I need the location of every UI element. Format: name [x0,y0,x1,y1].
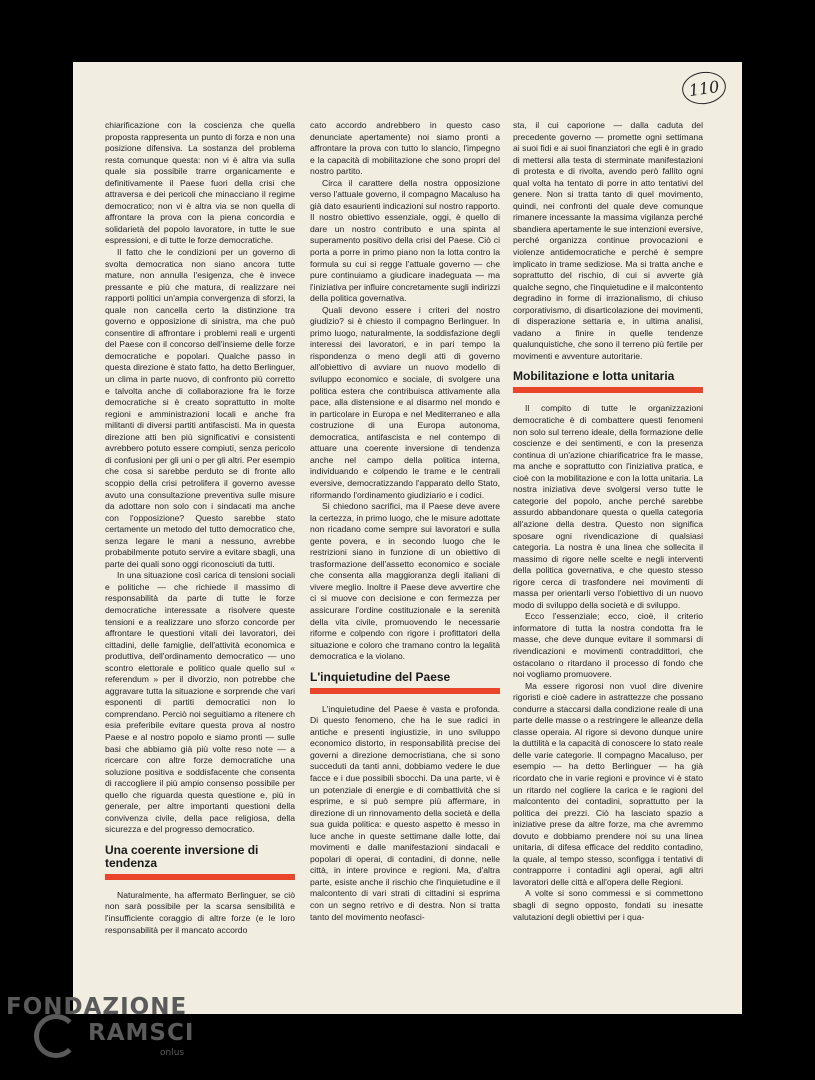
logo-onlus: onlus [160,1048,185,1058]
heading-bar [105,874,295,880]
paragraph: A volte si sono commessi e si commettono sbagli di segno opposto, fondati su inesatte valutazioni degli obiettivi per i qua- [513,888,703,922]
paragraph: Naturalmente, ha affermato Berlinguer, se ciò non sarà possibile per la scarsa sensibilità e l'insufficiente coraggio di altre forze (e le loro responsabilità per il mancato accordo [105,889,295,935]
paragraph: In una situazione così carica di tensioni sociali e politiche — che richiede il massimo di responsabilità da parte di tutte le forze democratiche interessate a risolvere queste tensioni e a realizzare uno sforzo concorde per affrontare le questioni vitali dei lavoratori, dei cittadini, delle famiglie, dell'attività economica e produttiva, dell'ordinamento democratico — uno scontro elettorale e politico quale quello sul « referendum » per il divorzio, non potrebbe che aggravare tutta la situazione e sorprende che vari esponenti di partiti democratici non lo comprendano. Perciò noi seguitiamo a ritenere ch esia preferibile evitare questa prova al nostro Paese e al nostro popolo e siamo pronti — sulle basi che abbiamo già più volte reso note — a ricercare con altre forze democratiche una soluzione positiva e soddisfacente che consenta di raccogliere il più ampio consenso possibile per quello che riguarda questa questione e, più in generale, per altre importanti questioni della convivenza civile, della pace religiosa, della sicurezza e del progresso democratico. [105,570,295,835]
heading-bar [310,688,500,694]
section-heading: L'inquietudine del Paese [310,669,451,684]
paragraph: Ecco l'essenziale; ecco, cioè, il criterio informatore di tutta la nostra condotta fra le masse, che deve dunque evitare il sommarsi di rivendicazioni e movimenti contraddittori, che ostacolano o ritardano il processo di fondo che noi vogliamo promuovere. [513,611,703,680]
logo-text-top: FONDAZIONE [6,994,188,1020]
paragraph: Ma essere rigorosi non vuol dire divenire rigoristi e cioè cadere in astrattezze che possano condurre a staccarsi dalla condizione reale di una parte delle masse o a restringere le alleanze della classe operaia. Al rigore si devono dunque unire la duttilità e la capacità di conoscere lo stato reale delle varie categorie. Il compagno Macaluso, per esempio — ha detto Berlinguer — ha già ricordato che in varie regioni e province vi è stato un ritardo nel cogliere la carica e le ragioni del malcontento dei contadini, soprattutto per la politica dei prezzi. Ciò ha lasciato spazio a iniziative prese da altre forze, ma che avremmo dovuto e dobbiamo prendere noi su una linea unitaria, di difesa efficace del reddito contadino, la quale, al tempo stesso, sconfigga i tentativi di contrapporre i contadini agli operai, agli altri lavoratori delle città e all'opera delle Regioni. [513,680,703,887]
fondazione-gramsci-logo [0,990,260,1070]
section-heading: Mobilitazione e lotta unitaria [513,369,675,384]
paragraph: Si chiedono sacrifici, ma il Paese deve avere la certezza, in primo luogo, che le misure adottate non ricadano come sempre sui lavoratori e sulla gente povera, e in secondo luogo che le restrizioni siano in funzione di un obiettivo di trasformazione dell'assetto economico e sociale che consenta alla maggioranza degli italiani di vivere meglio. Inoltre il Paese deve avvertire che ci si muove con decisione e con fermezza per assicurare l'ordine costituzionale e la serenità della vita civile, promuovendo le necessarie riforme e colpendo con rigore i profittatori della situazione e coloro che tramano contro la legalità democratica e la violano. [310,501,500,662]
logo-text-bottom: RAMSCI [88,1020,195,1046]
paragraph: sta, il cui caporione — dalla caduta del precedente governo — promette ogni settimana ai suoi fidi e ai suoi finanziatori che egli è in grado di mettersi alla testa di sterminate manifestazioni di protesta e di rivolta, avendo però fallito ogni qual volta ha tentato di porre in atto tentativi del genere. Non si tratta tanto di quel movimento, quindi, nei confronti del quale deve comunque rimanere incessante la massima vigilanza perché sbandiera apertamente le sue intenzioni eversive, perché organizza continue provocazioni e violenze antidemocratiche e perché è sempre implicato in trame sediziose. Ma si tratta anche e soprattutto del rischio, di cui si avverte già qualche segno, che l'inquietudine e il malcontento degradino in forme di irrazionalismo, di chiuso corporativismo, di disarticolazione dei movimenti, di disperazione settaria e, in ultima analisi, vadano a finire in quelle tendenze qualunquistiche, che sono il terreno più fertile per movimenti e avventure autoritarie. [513,120,703,361]
column-3 [513,120,703,975]
paragraph: cato accordo andrebbero in questo caso denunciate apertamente) noi siamo pronti a affrontare la prova con tutto lo slancio, l'impegno e la capacità di mobilitazione che sono propri del nostro partito. [310,120,500,177]
logo-g-icon [34,1014,78,1058]
column-1 [105,120,295,975]
paragraph: Il fatto che le condizioni per un governo di svolta democratica non siano ancora tutte mature, non annulla l'esigenza, che è invece pressante e più che matura, di realizzare nei rapporti politici un'ampia convergenza di sforzi, la quale non cancella certo la distinzione tra governo e opposizione di sinistra, ma che può consentire di affrontare i problemi reali e urgenti del Paese con il concorso dell'insieme delle forze democratiche e popolari. Qualche passo in questa direzione è stato fatto, ha detto Berlinguer, un clima in parte nuovo, di confronto più corretto e talvolta anche di collaborazione fra le forze democratiche si è creato soprattutto in molte regioni e amministrazioni locali e anche fra militanti di diversi partiti antifascisti. Ma in questa direzione atti ben più significativi e consistenti avrebbero potuto essere compiuti, senza pericolo di confusioni per gli uni o per gli altri. Per esempio che cosa si sarebbe perduto se di fronte allo scoppio della crisi petrolifera il governo avesse avuto una consultazione preventiva sulle misure da adottare non solo con i sindacati ma anche con l'opposizione? Questo sarebbe stato certamente un metodo del tutto democratico che, senza legare le mani a nessuno, avrebbe probabilmente potuto servire a evitare sbagli, una parte dei quali sono oggi riconosciuti da tutti. [105,247,295,569]
heading-bar [513,387,703,393]
paragraph: chiarificazione con la coscienza che quella proposta rappresenta un punto di forza e non una posizione difensiva. La sostanza del problema resta comunque questa: non vi è altra via sulla quale sia possibile trarre organicamente e definitivamente il Paese fuori della crisi che attraversa e dei pericoli che minacciano il regime democratico; non vi è altra via se non quella di affrontare la prova con la piena concordia e solidarietà del popolo lavoratore, in tutte le sue espressioni, e di tutte le forze democratiche. [105,120,295,246]
document-page [73,62,742,1014]
handwritten-page-number: 110 [680,69,728,107]
paragraph: L'inquietudine del Paese è vasta e profonda. Di questo fenomeno, che ha le sue radici in antiche e presenti ingiustizie, in uno sviluppo economico distorto, in responsabilità precise dei governi a direzione democristiana, che si sono succeduti da tanti anni, dobbiamo vedere le due facce e i due possibili sbocchi. Da una parte, vi è un potenziale di energie e di combattività che si esprime, e si può sempre più affermare, in direzione di un rinnovamento della società e della sua guida politica: e questo aspetto è messo in luce anche in queste settimane dalle lotte, dai movimenti e dalle manifestazioni sindacali e popolari di operai, di contadini, di donne, nelle città, in intere province e regioni. Ma, d'altra parte, esiste anche il rischio che l'inquietudine e il malcontento di vari strati di cittadini si esprima con un segno retrivo e di destra. Non si tratta tanto del movimento neofasci- [310,703,500,922]
section-heading: Una coerente inversione di tendenza [105,842,259,870]
paragraph: Quali devono essere i criteri del nostro giudizio? si è chiesto il compagno Berlinguer. In primo luogo, naturalmente, la soddisfazione degli interessi dei lavoratori, e in pari tempo la rispondenza o meno degli atti di governo all'obiettivo di avviare un nuovo modello di sviluppo economico e sociale, di svolgere una politica estera che contribuisca attivamente alla pace, alla distensione e al disarmo nel mondo e in particolare in Europa e nel Mediterraneo e alla costruzione di una Europa autonoma, democratica, antifascista e nel contempo di attuare una coerente inversione di tendenza anche nel campo della politica interna, individuando e colpendo le trame e le centrali eversive, democratizzando l'apparato dello Stato, riformando l'ordinamento giudiziario e i codici. [310,304,500,500]
paragraph: Il compito di tutte le organizzazioni democratiche è di combattere questi fenomeni non solo sul terreno ideale, della formazione delle coscienze e dei sentimenti, e con la presenza continua di un'azione chiarificatrice fra le masse, ma anche e soprattutto con l'iniziativa pratica, e cioè con la mobilitazione e con la lotta unitaria. La nostra iniziativa deve svolgersi verso tutte le categorie del popolo, anche perché sarebbe assurdo abbandonare questa o quella categoria all'azione della destra. Questo non significa sposare ogni rivendicazione di qualsiasi categoria. La nostra è una linea che sollecita il massimo di rigore nelle scelte e negli interventi della politica governativa, e che questo stesso rigore cerca di trasfondere nei movimenti di massa per orientarli verso l'obiettivo di un nuovo modo di sviluppo della società e di sviluppo. [513,403,703,610]
paragraph: Circa il carattere della nostra opposizione verso l'attuale governo, il compagno Macaluso ha già dato esaurienti indicazioni sul nostro rapporto. Il nostro obiettivo essenziale, oggi, è quello di dare un nostro contributo e una spinta al superamento positivo della crisi del Paese. Ciò ci porta a porre in primo piano non la lotta contro la formula su cui si regge l'attuale governo — che pure continuiamo a giudicare inadeguata — ma l'iniziativa per influire concretamente sugli indirizzi della politica governativa. [310,177,500,304]
column-2 [310,120,500,975]
